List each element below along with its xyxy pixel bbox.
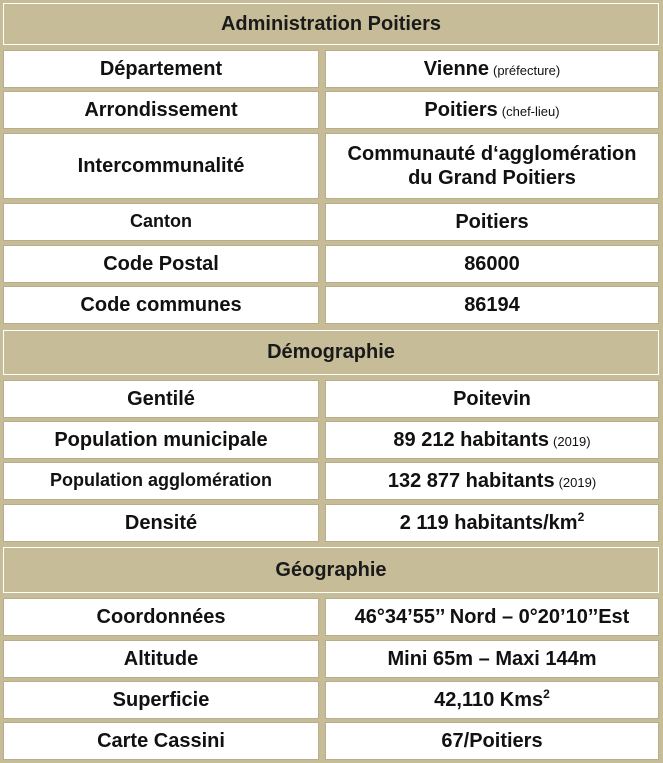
intercommunalite-line-2: du Grand Poitiers xyxy=(408,167,576,189)
value-coordonnees: 46°34’55’’ Nord – 0°20’10’’Est xyxy=(325,598,659,636)
densite-exponent: 2 xyxy=(577,510,585,524)
population-municipale-value: 89 212 habitants xyxy=(393,429,550,451)
intercommunalite-line-1: Communauté d‘agglomération xyxy=(347,143,637,165)
label-population-municipale: Population municipale xyxy=(3,421,319,459)
label-gentile: Gentilé xyxy=(3,380,319,418)
label-code-communes: Code communes xyxy=(3,286,319,324)
label-code-postal: Code Postal xyxy=(3,245,319,283)
value-population-agglomeration xyxy=(325,462,659,500)
label-carte-cassini: Carte Cassini xyxy=(3,722,319,760)
section-header-demographie: Démographie xyxy=(3,330,659,375)
value-departement xyxy=(325,50,659,88)
value-superficie xyxy=(325,681,659,719)
label-densite: Densité xyxy=(3,504,319,542)
arrondissement-note: (chef-lieu) xyxy=(501,104,560,119)
value-densite xyxy=(325,504,659,542)
value-arrondissement xyxy=(325,91,659,129)
value-canton: Poitiers xyxy=(325,203,659,241)
population-municipale-note: (2019) xyxy=(553,434,591,449)
value-code-communes: 86194 xyxy=(325,286,659,324)
label-superficie: Superficie xyxy=(3,681,319,719)
arrondissement-value: Poitiers xyxy=(424,99,498,121)
label-altitude: Altitude xyxy=(3,640,319,678)
label-intercommunalite: Intercommunalité xyxy=(3,133,319,199)
value-carte-cassini: 67/Poitiers xyxy=(325,722,659,760)
label-coordonnees: Coordonnées xyxy=(3,598,319,636)
label-population-agglomeration: Population agglomération xyxy=(3,462,319,500)
value-population-municipale xyxy=(325,421,659,459)
value-code-postal: 86000 xyxy=(325,245,659,283)
label-arrondissement: Arrondissement xyxy=(3,91,319,129)
population-agglomeration-note: (2019) xyxy=(558,475,597,490)
departement-note: (préfecture) xyxy=(493,63,561,78)
label-canton: Canton xyxy=(3,203,319,241)
section-header-administration: Administration Poitiers xyxy=(3,3,659,45)
densite-value: 2 119 habitants/km xyxy=(399,512,578,534)
population-agglomeration-value: 132 877 habitants xyxy=(387,470,555,492)
superficie-exponent: 2 xyxy=(543,687,550,701)
value-gentile: Poitevin xyxy=(325,380,659,418)
value-altitude: Mini 65m – Maxi 144m xyxy=(325,640,659,678)
departement-value: Vienne xyxy=(423,58,489,80)
label-departement: Département xyxy=(3,50,319,88)
superficie-value: 42,110 Kms xyxy=(434,689,544,711)
value-intercommunalite xyxy=(325,133,659,199)
section-header-geographie: Géographie xyxy=(3,547,659,593)
